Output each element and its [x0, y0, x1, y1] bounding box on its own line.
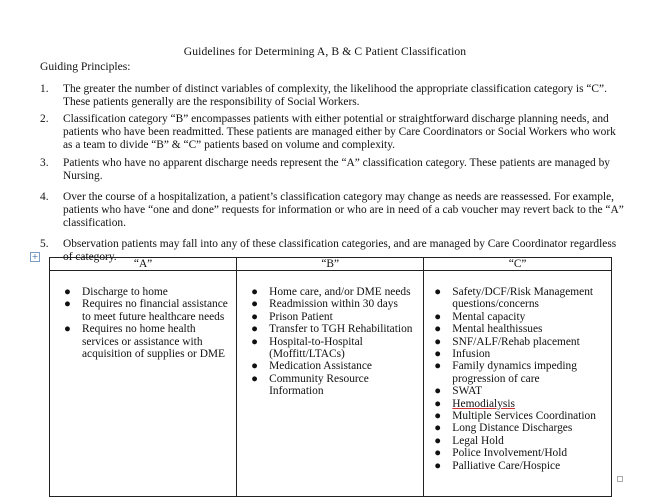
principle-text: Patients who have no apparent discharge needs represent the “A” classification category. These patients are managed by Nursing.: [63, 157, 610, 182]
principle-number: 2.: [40, 113, 49, 125]
bullet-icon: ●: [434, 385, 442, 398]
header-c: “C”: [424, 258, 612, 271]
bullet-icon: ●: [434, 335, 442, 348]
bullet-icon: ●: [251, 286, 259, 298]
bullet-icon: ●: [434, 323, 442, 336]
table-resize-handle-icon[interactable]: [617, 476, 623, 482]
list-item: ● Discharge to home: [64, 286, 168, 298]
header-a: “A”: [50, 258, 237, 271]
bullet-icon: ●: [434, 360, 442, 373]
list-item: ● Infusion: [434, 348, 491, 361]
list-item: ● Community Resource Information: [251, 372, 369, 398]
principle-text: The greater the number of distinct variables of complexity, the likelihood the appropriate classification category is “C”. These patients generally are the responsibility of Social Workers.: [63, 83, 607, 108]
principle-number: 5.: [40, 238, 49, 250]
list-item: ● Police Involvement/Hold: [434, 447, 568, 460]
spellcheck-word: Hemodialysis: [452, 397, 515, 410]
bullet-icon: ●: [251, 372, 259, 385]
list-item: ● Medication Assistance: [251, 360, 372, 373]
bullet-icon: ●: [434, 459, 442, 472]
section-heading: Guiding Principles:: [40, 60, 131, 73]
list-item: ● Readmission within 30 days: [251, 298, 398, 311]
bullet-icon: ●: [434, 397, 442, 410]
bullet-icon: ●: [434, 434, 442, 447]
principle-number: 3.: [40, 157, 49, 169]
bullet-icon: ●: [434, 410, 442, 423]
classification-table: [49, 257, 612, 497]
list-item: ● Family dynamics impeding progression of care: [434, 360, 577, 385]
list-item: ● Transfer to TGH Rehabilitation: [251, 323, 413, 336]
bullet-icon: ●: [434, 422, 442, 435]
list-item: ● Requires no financial assistance to meet future healthcare needs: [64, 298, 228, 323]
bullet-icon: ●: [434, 348, 442, 361]
list-item: ● Home care, and/or DME needs: [251, 286, 411, 298]
principle-text: Over the course of a hospitalization, a patient’s classification category may change as needs are reassessed. For example, patients who have “one and done” requests for information or who are in need of a cab voucher may revert back to the “A” classification.: [63, 191, 624, 229]
column-a-cell: [50, 271, 237, 497]
bullet-icon: ●: [251, 335, 259, 348]
list-item: ● Mental capacity: [434, 310, 526, 323]
list-item: ● SNF/ALF/Rehab placement: [434, 335, 580, 348]
table-row: [50, 271, 612, 497]
bullet-icon: ●: [251, 323, 259, 336]
bullet-icon: ●: [251, 298, 259, 311]
column-c-cell: [424, 271, 612, 497]
bullet-icon: ●: [251, 310, 259, 323]
list-item: ● Hospital-to-Hospital (Moffitt/LTACs): [251, 335, 363, 361]
header-b: “B”: [237, 258, 424, 271]
bullet-icon: ●: [251, 360, 259, 373]
principle-number: 1.: [40, 83, 49, 95]
list-item: ● SWAT: [434, 385, 483, 398]
principle-number: 4.: [40, 191, 49, 203]
column-a-list: [52, 286, 234, 360]
bullet-icon: ●: [64, 286, 71, 298]
principle-text: Observation patients may fall into any of these classification categories, and are managed by Care Coordinator regardless of category.: [63, 238, 617, 263]
table-move-handle-icon[interactable]: +: [31, 252, 39, 261]
bullet-icon: ●: [64, 323, 71, 336]
list-item: ● Legal Hold: [434, 434, 504, 447]
principle-text: Classification category “B” encompasses patients with either potential or straightforward discharge planning needs, and patients who have been readmitted. These patients are managed either by Care Coordinators or Social Workers who work as a team to divide “B” & “C” patients based on volume and complexity.: [63, 113, 616, 151]
list-item: ● Palliative Care/Hospice: [434, 459, 561, 472]
column-c-list: [426, 286, 609, 472]
page-title: Guidelines for Determining A, B & C Patient Classification: [183, 45, 467, 58]
list-item: ● Safety/DCF/Risk Management questions/concerns: [434, 286, 594, 311]
list-item: ● Long Distance Discharges: [434, 422, 573, 435]
column-b-cell: [237, 271, 424, 497]
list-item: ● Mental healthissues: [434, 323, 543, 336]
column-b-list: [239, 286, 421, 398]
table-header-row: [50, 258, 612, 271]
bullet-icon: ●: [64, 298, 71, 311]
bullet-icon: ●: [434, 447, 442, 460]
list-item: ● Requires no home health services or assistance with acquisition of supplies or DME: [64, 323, 226, 361]
bullet-icon: ●: [434, 286, 442, 298]
list-item: [426, 398, 609, 410]
list-item: ● Prison Patient: [251, 310, 333, 323]
bullet-icon: ●: [434, 310, 442, 323]
list-item: ● Multiple Services Coordination: [434, 410, 596, 423]
